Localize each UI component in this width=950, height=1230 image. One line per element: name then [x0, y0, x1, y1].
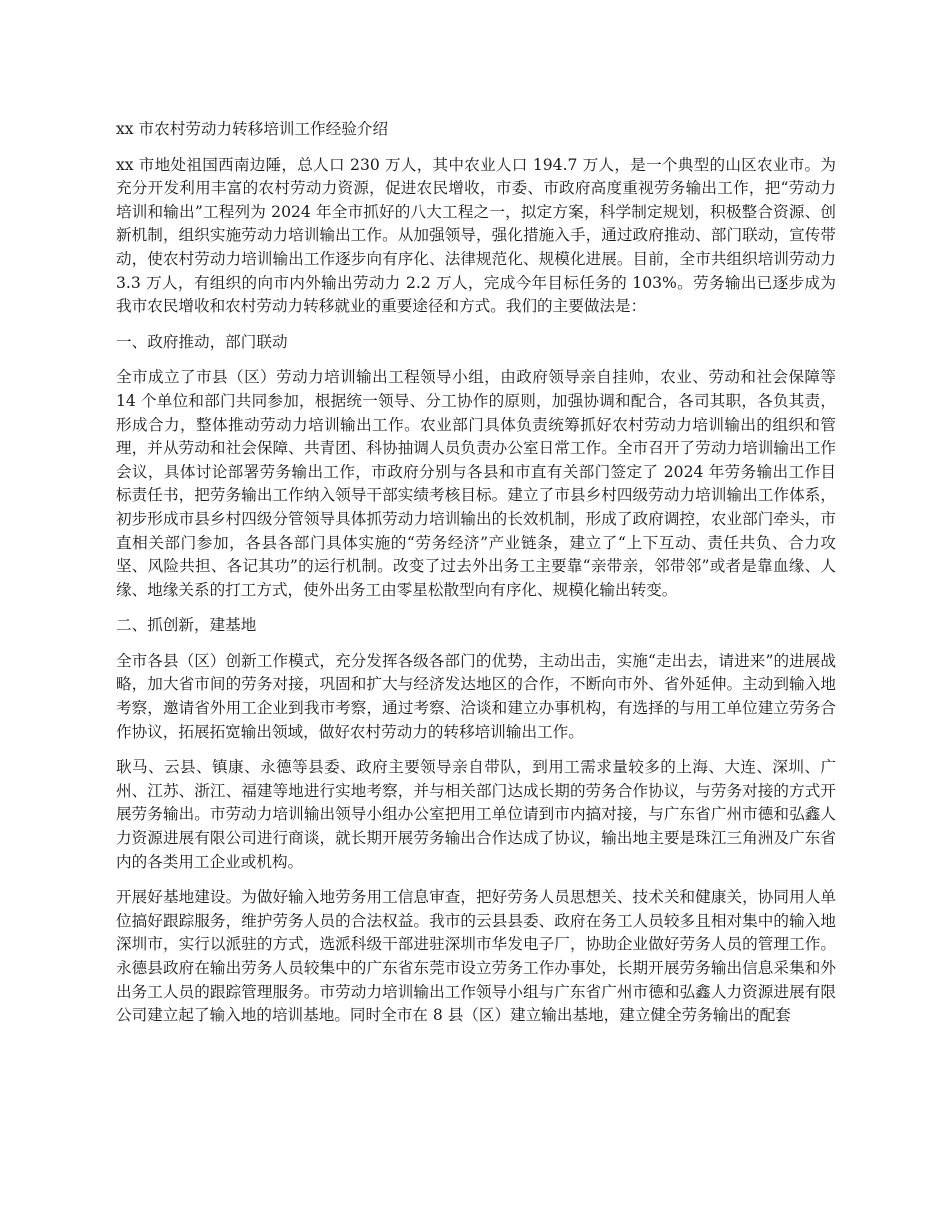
document-title: xx 市农村劳动力转移培训工作经验介绍	[116, 120, 389, 138]
section-2-heading: 二、抓创新，建基地	[116, 616, 257, 635]
intro-paragraph: xx 市地处祖国西南边陲，总人口 230 万人，其中农业人口 194.7 万人，是一个典型的山区农业市。为充分开发利用丰富的农村劳动力资源，促进农民增收，市委、市政府高度重视劳务输出工作，把“劳动力培训和输出”工程列为 2024 年全市抓好的八大工程之一，拟定方案，科学制定规划，积极整合资源、创新机制，组织实施劳动力培训输出工作。从加强领导，强化措施入手，通过政府推动、部门联动，宣传带动，使农村劳动力培训输出工作逐步向有序化、法律规范化、规模化进展。目前，全市共组织培训劳动力 3.3 万人，有组织的向市内外输出劳动力 2.2 万人，完成今年目标任务的 103%。劳务输出已逐步成为我市农民增收和农村劳动力转移就业的重要途径和方式。我们的主要做法是：	[116, 155, 836, 316]
section-1-paragraph: 全市成立了市县（区）劳动力培训输出工程领导小组，由政府领导亲自挂帅，农业、劳动和社会保障等 14 个单位和部门共同参加，根据统一领导、分工协作的原则，加强协调和配合，各司其职，各负其责，形成合力，整体推动劳动力培训输出工作。农业部门具体负责统筹抓好农村劳动力培训输出的组织和管理，并从劳动和社会保障、共青团、科协抽调人员负责办公室日常工作。全市召开了劳动力培训输出工作会议，具体讨论部署劳务输出工作，市政府分别与各县和市直有关部门签定了 2024 年劳务输出工作目标责任书，把劳务输出工作纳入领导干部实绩考核目标。建立了市县乡村四级劳动力培训输出工作体系，初步形成市县乡村四级分管领导具体抓劳动力培训输出的长效机制，形成了政府调控，农业部门牵头，市直相关部门参加，各县各部门具体实施的“劳务经济”产业链条，建立了“上下互动、责任共负、合力攻坚、风险共担、各记其功”的运行机制。改变了过去外出务工主要靠“亲带亲，邻带邻”或者是靠血缘、人缘、地缘关系的打工方式，使外出务工由零星松散型向有序化、规模化输出转变。	[116, 368, 836, 599]
document-page	[116, 118, 836, 1040]
section-2-paragraph-3: 开展好基地建设。为做好输入地劳务用工信息审查，把好劳务人员思想关、技术关和健康关，协同用人单位搞好跟踪服务，维护劳务人员的合法权益。我市的云县县委、政府在务工人员较多且相对集中的输入地深圳市，实行以派驻的方式，选派科级干部进驻深圳市华发电子厂，协助企业做好劳务人员的管理工作。永德县政府在输出劳务人员较集中的广东省东莞市设立劳务工作办事处，长期开展劳务输出信息采集和外出务工人员的跟踪管理服务。市劳动力培训输出工作领导小组与广东省广州市德和弘鑫人力资源进展有限公司建立起了输入地的培训基地。同时全市在 8 县（区）建立输出基地，建立健全劳务输出的配套	[116, 888, 836, 1025]
section-1-heading: 一、政府推动，部门联动	[116, 332, 288, 351]
section-2-paragraph-2: 耿马、云县、镇康、永德等县委、政府主要领导亲自带队，到用工需求量较多的上海、大连、深圳、广州、江苏、浙江、福建等地进行实地考察，并与相关部门达成长期的劳务合作协议，与劳务对接的方式开展劳务输出。市劳动力培训输出领导小组办公室把用工单位请到市内搞对接，与广东省广州市德和弘鑫人力资源进展有限公司进行商谈，就长期开展劳务输出合作达成了协议，输出地主要是珠江三角洲及广东省内的各类用工企业或机构。	[116, 758, 836, 871]
section-2-paragraph-1: 全市各县（区）创新工作模式，充分发挥各级各部门的优势，主动出击，实施“走出去，请进来”的进展战略，加大省市间的劳务对接，巩固和扩大与经济发达地区的合作，不断向市外、省外延伸。主动到输入地考察，邀请省外用工企业到我市考察，通过考察、洽谈和建立办事机构，有选择的与用工单位建立劳务合作协议，拓展拓宽输出领域，做好农村劳动力的转移培训输出工作。	[116, 651, 836, 741]
